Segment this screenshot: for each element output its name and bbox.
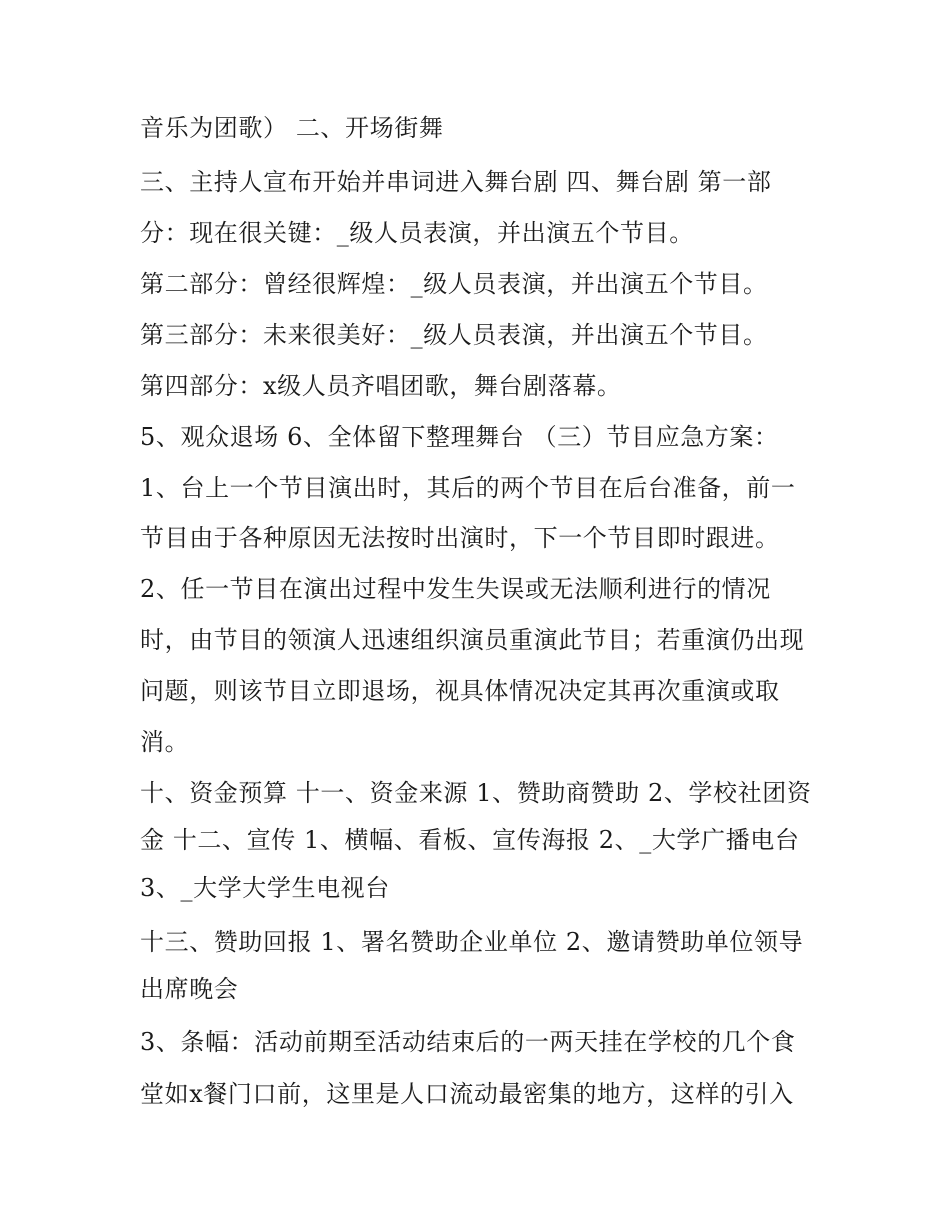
text-line: 节目由于各种原因无法按时出演时，下一个节目即时跟进。 xyxy=(140,524,780,552)
text-line: 5、观众退场 6、全体留下整理舞台 （三）节目应急方案： xyxy=(140,423,779,451)
text-line: 消。 xyxy=(140,728,190,756)
text-line: 2、任一节目在演出过程中发生失误或无法顺利进行的情况 xyxy=(140,575,771,603)
text-line: 1、台上一个节目演出时，其后的两个节目在后台准备，前一 xyxy=(140,474,796,502)
text-line: 十、资金预算 十一、资金来源 1、赞助商赞助 2、学校社团资 xyxy=(140,779,812,807)
text-line: 金 十二、宣传 1、横幅、看板、宣传海报 2、_大学广播电台 xyxy=(140,826,800,854)
text-line: 3、_大学大学生电视台 xyxy=(140,874,390,902)
text-line: 问题，则该节目立即退场，视具体情况决定其再次重演或取 xyxy=(140,677,780,705)
text-line: 时，由节目的领演人迅速组织演员重演此节目；若重演仍出现 xyxy=(140,626,805,654)
text-line: 音乐为团歌） 二、开场街舞 xyxy=(140,114,444,142)
text-line: 堂如x餐门口前，这里是人口流动最密集的地方，这样的引入 xyxy=(140,1080,794,1108)
text-line: 分：现在很关键：_级人员表演，并出演五个节目。 xyxy=(140,219,694,247)
text-line: 十三、赞助回报 1、署名赞助企业单位 2、邀请赞助单位领导 xyxy=(140,928,804,956)
text-line: 第三部分：未来很美好：_级人员表演，并出演五个节目。 xyxy=(140,321,768,349)
text-line: 出席晚会 xyxy=(140,975,239,1003)
text-line: 3、条幅：活动前期至活动结束后的一两天挂在学校的几个食 xyxy=(140,1028,796,1056)
text-line: 第四部分：x级人员齐唱团歌，舞台剧落幕。 xyxy=(140,372,622,400)
text-line: 三、主持人宣布开始并串词进入舞台剧 四、舞台剧 第一部 xyxy=(140,168,772,196)
text-line: 第二部分：曾经很辉煌：_级人员表演，并出演五个节目。 xyxy=(140,270,768,298)
